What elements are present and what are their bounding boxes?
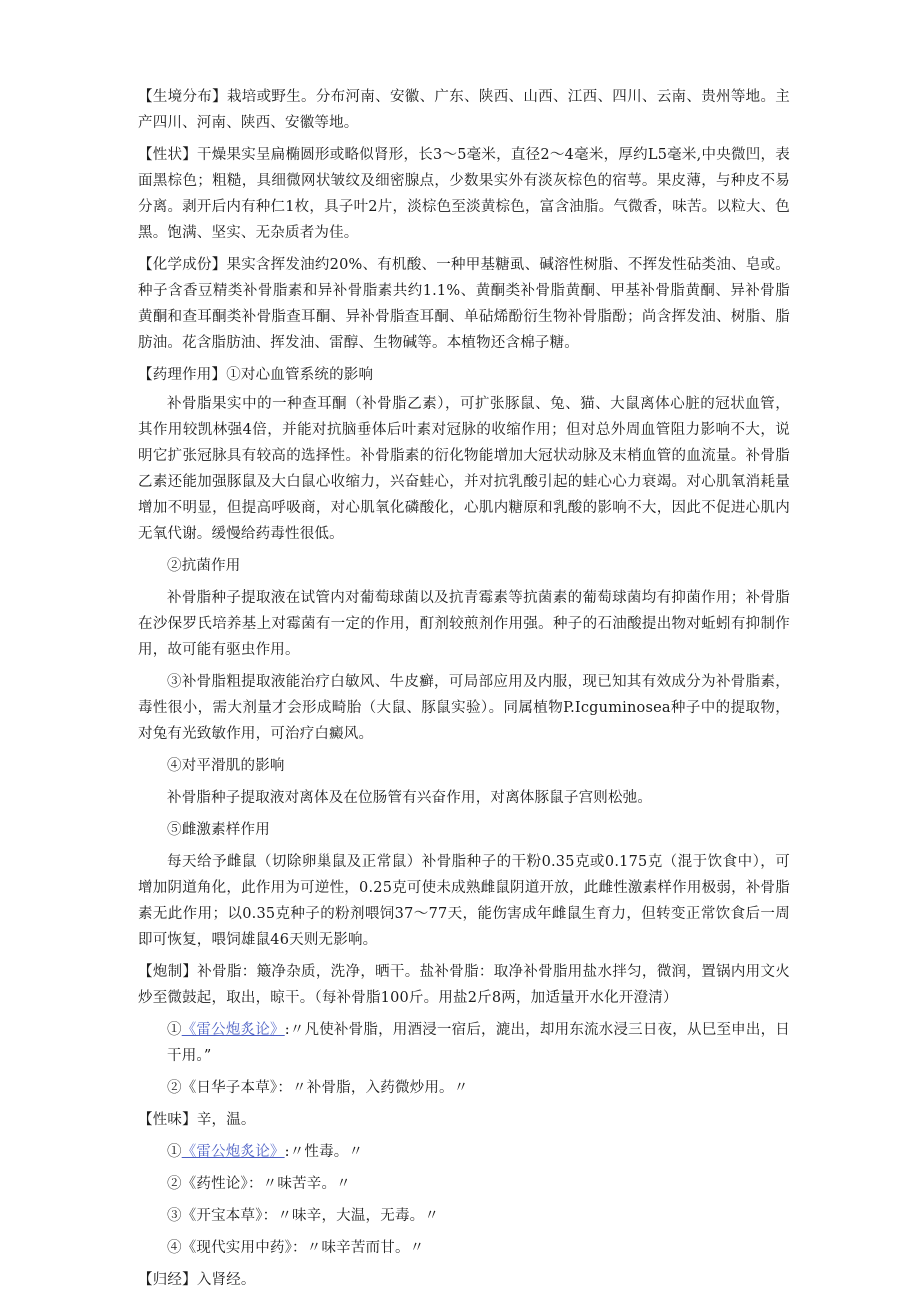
taste-paragraph (138, 1107, 790, 1133)
document-page (138, 84, 790, 1299)
pharmacology-item2-title: ②抗菌作用 (167, 558, 241, 574)
properties-paragraph (138, 142, 790, 246)
processing-quote-2: ②《日华子本草》：〃补骨脂，入药微炒用。〃 (167, 1080, 469, 1096)
processing-text: 补骨脂：簸净杂质，洗净，晒干。盐补骨脂：取净补骨脂用盐水拌匀，微润，置锅内用文火炒至微鼓起，取出，晾干。（每补骨脂100斤。用盐2斤8两，加适量开水化开澄清） (138, 964, 790, 1006)
chemistry-label: 【化学成份】 (138, 257, 227, 273)
meridian-paragraph (138, 1267, 790, 1293)
taste-quote-2: ②《药性论》：〃味苦辛。〃 (167, 1176, 351, 1192)
properties-label: 【性状】 (138, 147, 197, 163)
pharmacology-item1-title: ①对心血管系统的影响 (226, 367, 374, 383)
chemistry-paragraph (138, 252, 790, 356)
meridian-label: 【归经】 (138, 1272, 197, 1288)
taste-quote-3: ③《开宝本草》：〃味辛，大温，无毒。〃 (167, 1208, 440, 1224)
processing-quote-1-num: ① (167, 1022, 182, 1038)
pharmacology-item1-text: 补骨脂果实中的一种查耳酮（补骨脂乙素），可扩张豚鼠、兔、猫、大鼠离体心脏的冠状血管，其作用较凯林强4倍，并能对抗脑垂体后叶素对冠脉的收缩作用；但对总外周血管阻力影响不大，说明它扩张冠脉具有较高的选择性。补骨脂素的衍化物能增加大冠状动脉及末梢血管的血流量。补骨脂乙素还能加强豚鼠及大白鼠心收缩力，兴奋蛙心，并对抗乳酸引起的蛙心心力衰竭。对心肌氧消耗量增加不明显，但提高呼吸商，对心肌氧化磷酸化，心肌内糖原和乳酸的影响不大，因此不促进心肌内无氧代谢。缓慢给药毒性很低。 (138, 396, 790, 542)
taste-quote-1-num: ① (167, 1144, 182, 1160)
pharmacology-item5-text: 每天给予雌鼠（切除卵巢鼠及正常鼠）补骨脂种子的干粉0.35克或0.175克（混于饮食中），可增加阴道角化，此作用为可逆性，0.25克可使未成熟雌鼠阴道开放，此雌性激素样作用极弱，补骨脂素无此作用；以0.35克种子的粉剂喂饲37〜77天，能伤害成年雌鼠生育力，但转变正常饮食后一周即可恢复，喂饲雄鼠46天则无影响。 (138, 854, 790, 948)
pharmacology-item4-text: 补骨脂种子提取液对离体及在位肠管有兴奋作用，对离体豚鼠子宫则松弛。 (167, 790, 653, 806)
habitat-text: 栽培或野生。分布河南、安徽、广东、陕西、山西、江西、四川、云南、贵州等地。主产四川、河南、陕西、安徽等地。 (138, 89, 790, 131)
taste-label: 【性味】 (138, 1112, 197, 1128)
pharmacology-label: 【药理作用】 (138, 367, 227, 383)
properties-text: 干燥果实呈扁椭圆形或略似肾形，长3〜5毫米，直径2〜4毫米，厚约L5毫米,中央微凹，表面黑棕色；粗糙，具细微网状皱纹及细密腺点，少数果实外有淡灰棕色的宿萼。果皮薄，与种皮不易分离。剥开后内有种仁1枚，具子叶2片，淡棕色至淡黄棕色，富含油脂。气微香，味苦。以粒大、色黑。饱满、坚实、无杂质者为佳。 (138, 147, 790, 241)
habitat-label: 【生境分布】 (138, 89, 227, 105)
pharmacology-item5-title: ⑤雌激素样作用 (167, 822, 270, 838)
processing-paragraph (138, 959, 790, 1011)
pharmacology-item2-text: 补骨脂种子提取液在试管内对葡萄球菌以及抗青霉素等抗菌素的葡萄球菌均有抑菌作用；补骨脂在沙保罗氏培养基上对霉菌有一定的作用，酊剂较煎剂作用强。种子的石油酸提出物对蚯蚓有抑制作用，故可能有驱虫作用。 (138, 590, 790, 658)
pharmacology-item3-text: ③补骨脂粗提取液能治疗白敏风、牛皮癣，可局部应用及内服，现已知其有效成分为补骨脂素，毒性很小，需大剂量才会形成畸胎（大鼠、豚鼠实验）。同属植物P.Icguminosea种子中的提取物，对兔有光致敏作用，可治疗白癜风。 (138, 674, 790, 742)
pharmacology-item4-title: ④对平滑肌的影响 (167, 758, 285, 774)
chemistry-text: 果实含挥发油约20%、有机酸、一种甲基糖虱、碱溶性树脂、不挥发性砧类油、皂或。种子含香豆精类补骨脂素和异补骨脂素共约1.1%、黄酮类补骨脂黄酮、甲基补骨脂黄酮、异补骨脂黄酮和查耳酮类补骨脂查耳酮、异补骨脂查耳酮、单砧烯酚衍生物补骨脂酚；尚含挥发油、树脂、脂肪油。花含脂肪油、挥发油、雷醇、生物碱等。本植物还含棉子糖。 (138, 257, 790, 351)
taste-text: 辛，温。 (196, 1112, 256, 1128)
pharmacology-heading (138, 362, 790, 388)
processing-quote-1 (138, 1017, 790, 1069)
meridian-text: 入肾经。 (196, 1272, 256, 1288)
taste-quote-1-text: :〃性毒。〃 (284, 1144, 364, 1160)
habitat-paragraph (138, 84, 790, 136)
taste-quote-1 (138, 1139, 790, 1165)
processing-quote-1-text: :〃凡使补骨脂，用酒浸一宿后，漉出，却用东流水浸三日夜，从巳至申出，日干用。” (167, 1022, 790, 1064)
taste-quote-4: ④《现代实用中药》：〃味辛苦而甘。〃 (167, 1240, 425, 1256)
processing-label: 【炮制】 (138, 964, 198, 980)
leigong-source-link-2[interactable]: 《雷公炮炙论》 (181, 1144, 285, 1160)
leigong-source-link[interactable]: 《雷公炮炙论》 (181, 1022, 285, 1038)
